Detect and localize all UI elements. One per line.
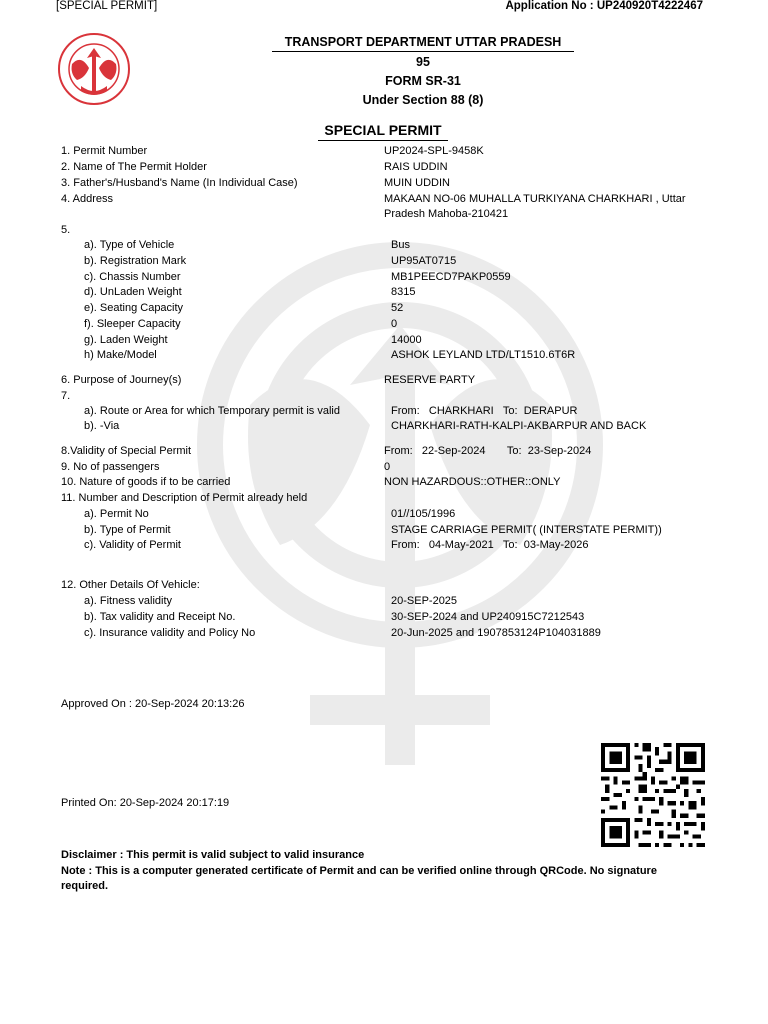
existing-from-label: From: [391,539,420,551]
existing-permit-validity-label: c). Validity of Permit [84,539,181,551]
goods-label: 10. Nature of goods if to be carried [61,476,231,488]
document-type-tag: [SPECIAL PERMIT] [56,0,158,12]
passengers-label: 9. No of passengers [61,461,160,473]
application-number [505,0,703,12]
form-section: Under Section 88 (8) [362,93,484,107]
insurance-value: 20-Jun-2025 and 1907853124P104031889 [391,627,601,639]
father-label: 3. Father's/Husband's Name (In Individual Case) [61,177,298,189]
via-label: b). -Via [84,420,120,432]
state-seal-icon [55,32,133,106]
fitness-label: a). Fitness validity [84,595,173,607]
vehicle-item-label: d). UnLaden Weight [84,286,182,298]
page-title: SPECIAL PERMIT [324,122,442,138]
vehicle-item-value: 0 [391,318,398,330]
vehicle-item-value: 52 [391,302,404,314]
existing-permit-no: 01//105/1996 [391,508,456,520]
existing-permit-validity [391,539,589,551]
existing-from: 04-May-2021 [428,539,494,551]
printed-on: Printed On: 20-Sep-2024 20:17:19 [61,797,230,809]
existing-permit-no-label: a). Permit No [84,508,149,520]
vehicle-item-value: 8315 [391,286,416,298]
vehicle-item-label: c). Chassis Number [84,271,181,283]
validity-from: 22-Sep-2024 [421,445,486,457]
vehicle-item-value: UP95AT0715 [391,255,457,267]
vehicle-item-value: ASHOK LEYLAND LTD/LT1510.6T6R [391,349,576,361]
vehicle-item-label: e). Seating Capacity [84,302,184,314]
form-code: FORM SR-31 [385,74,461,88]
note-text-line1: Note : This is a computer generated certificate of Permit and can be verified online through QRCode. No signature [61,865,657,877]
application-value: UP240920T4222467 [596,0,703,12]
address-value-line1: MAKAAN NO-06 MUHALLA TURKIYANA CHARKHARI , Uttar [384,193,686,205]
title-underline [318,140,448,141]
route-heading: 7. [61,390,71,402]
note-text-line2: required. [61,880,109,892]
heading-underline [272,51,574,52]
validity-to: 23-Sep-2024 [527,445,592,457]
route-value [391,405,577,417]
via-value: CHARKHARI-RATH-KALPI-AKBARPUR AND BACK [391,420,647,432]
approved-on: Approved On : 20-Sep-2024 20:13:26 [61,698,245,710]
vehicle-item-label: h) Make/Model [84,349,157,361]
other-details-heading: 12. Other Details Of Vehicle: [61,579,200,591]
permit-number-label: 1. Permit Number [61,145,148,157]
existing-permit-heading: 11. Number and Description of Permit already held [61,492,308,504]
holder-label: 2. Name of The Permit Holder [61,161,207,173]
vehicle-item-label: g). Laden Weight [84,334,168,346]
purpose-label: 6. Purpose of Journey(s) [61,374,182,386]
existing-to-label: To: [502,539,518,551]
form-number: 95 [416,55,430,69]
route-from: CHARKHARI [428,405,494,417]
route-from-label: From: [391,405,420,417]
vehicle-heading: 5. [61,224,71,236]
existing-permit-type: STAGE CARRIAGE PERMIT( (INTERSTATE PERMIT)) [391,524,662,536]
address-value-line2: Pradesh Mahoba-210421 [384,208,509,220]
validity-from-label: From: [384,445,413,457]
permit-number-value: UP2024-SPL-9458K [384,145,484,157]
vehicle-item-label: a). Type of Vehicle [84,239,175,251]
existing-permit-type-label: b). Type of Permit [84,524,171,536]
validity-value [384,445,591,457]
department-heading: TRANSPORT DEPARTMENT UTTAR PRADESH [284,35,562,49]
address-label: 4. Address [61,193,113,205]
route-to-label: To: [502,405,518,417]
passengers-value: 0 [384,461,391,473]
vehicle-item-label: f). Sleeper Capacity [84,318,181,330]
insurance-label: c). Insurance validity and Policy No [84,627,256,639]
vehicle-item-label: b). Registration Mark [84,255,187,267]
route-to: DERAPUR [523,405,578,417]
validity-to-label: To: [506,445,522,457]
validity-label: 8.Validity of Special Permit [61,445,192,457]
tax-value: 30-SEP-2024 and UP240915C7212543 [391,611,585,623]
qr-code-icon [600,743,706,847]
father-value: MUIN UDDIN [384,177,450,189]
holder-value: RAIS UDDIN [384,161,448,173]
vehicle-item-value: Bus [391,239,410,251]
existing-to: 03-May-2026 [523,539,589,551]
disclaimer-text: Disclaimer : This permit is valid subject to valid insurance [61,849,365,861]
goods-value: NON HAZARDOUS::OTHER::ONLY [384,476,561,488]
purpose-value: RESERVE PARTY [384,374,476,386]
route-label: a). Route or Area for which Temporary permit is valid [84,405,340,417]
application-label: Application No : [505,0,594,12]
vehicle-item-value: 14000 [391,334,422,346]
tax-label: b). Tax validity and Receipt No. [84,611,236,623]
fitness-value: 20-SEP-2025 [391,595,458,607]
vehicle-item-value: MB1PEECD7PAKP0559 [391,271,511,283]
